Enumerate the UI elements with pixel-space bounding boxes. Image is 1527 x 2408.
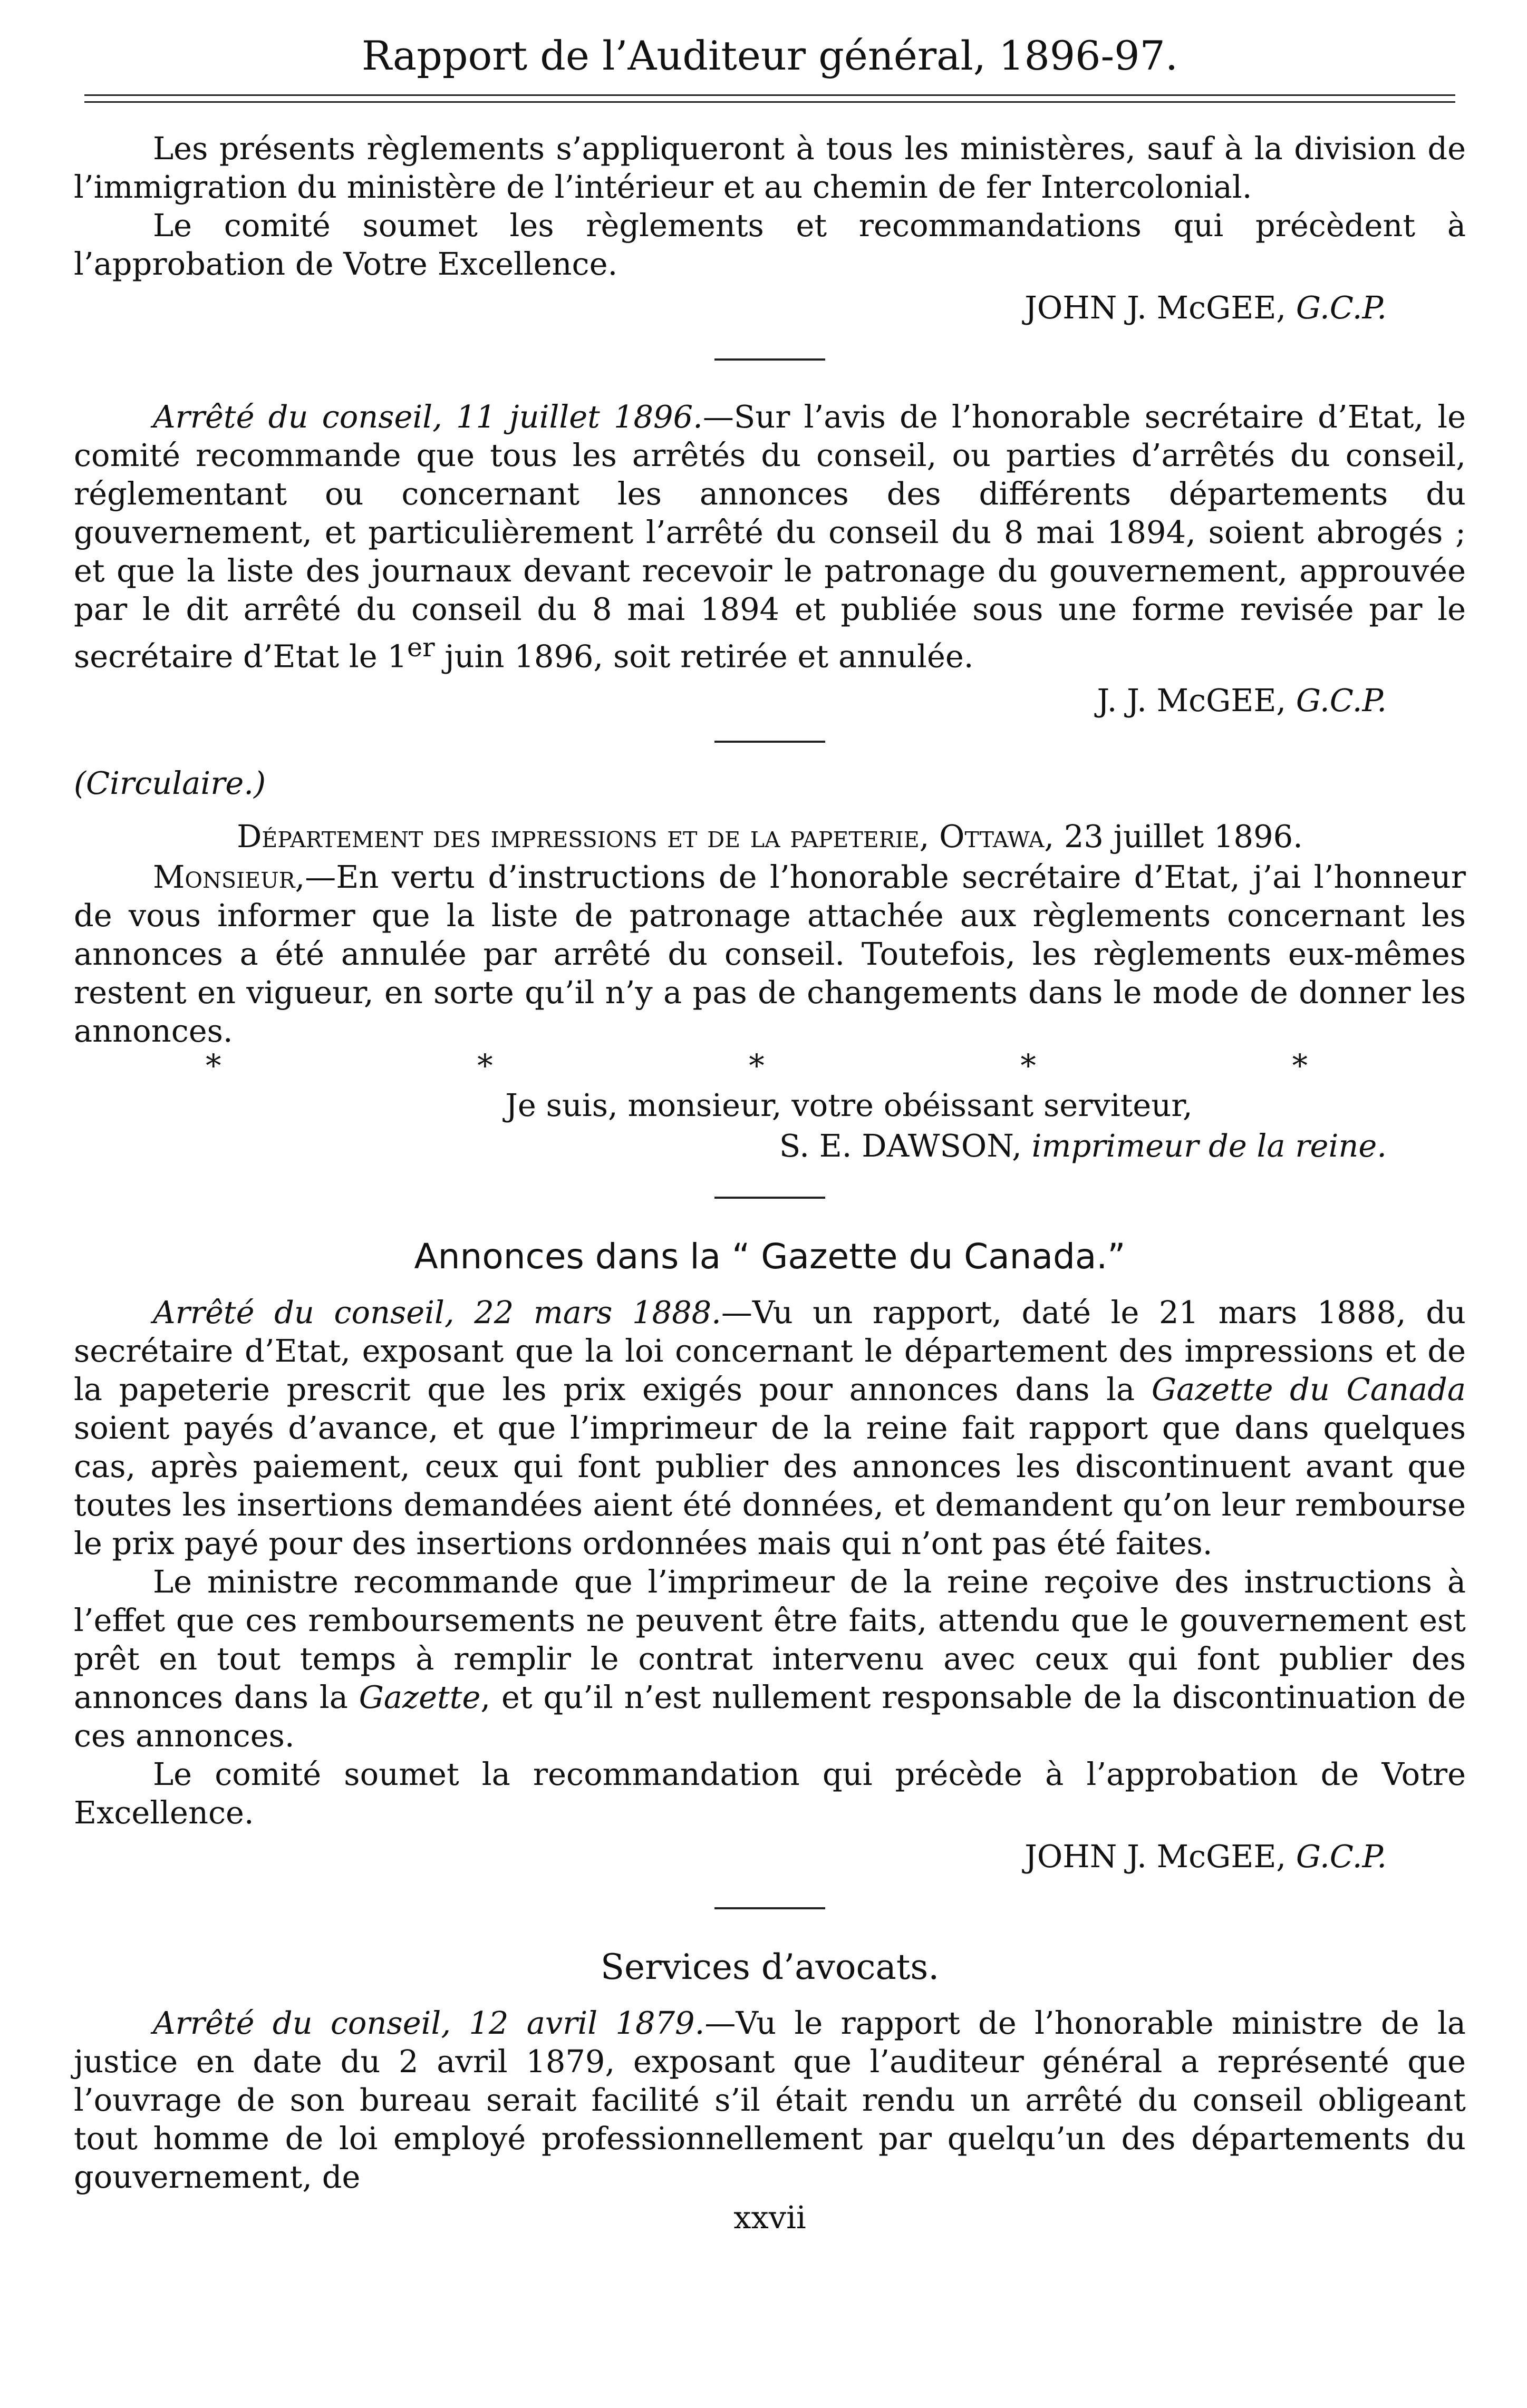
running-header: Rapport de l’Auditeur général, 1896-97. — [361, 32, 1178, 79]
paragraph-arrete-1888 — [74, 1293, 1466, 1562]
section-title-gazette: Annonces dans la “ Gazette du Canada.” — [414, 1236, 1126, 1277]
arrete-lead: Arrêté du conseil, 22 mars 1888. — [153, 1294, 721, 1331]
document-page — [74, 32, 1466, 2237]
section-divider — [714, 1907, 825, 1909]
star: * — [477, 1047, 493, 1084]
minister-text: Le ministre recommande que l’imprimeur de la reine reçoive des instructions à l’effet que ces remboursements ne peuvent être faits, attendu que le gouvernement est prêt en tout temps à remplir le contrat intervenu avec ceux qui font publier des annonces dans la — [74, 1564, 1466, 1716]
signature-mcgee-3 — [74, 1837, 1466, 1876]
arrete-text: —Vu un rapport, daté le 21 mars 1888, du secrétaire d’Etat, exposant que la loi concernant le département des impressions et de la papeterie prescrit que les prix exigés pour annonces dans la — [74, 1294, 1466, 1408]
salutation: Monsieur, — [153, 858, 305, 895]
star: * — [749, 1047, 765, 1084]
arrete-text: —Sur l’avis de l’honorable secrétaire d’Etat, le comité recommande que tous les arrêtés du conseil, ou parties d’arrêtés du conseil, réglementant ou concernant les annonces des différents départements du gouvernement, et particulièrement l’arrêté du conseil du 8 mai 1894, soient abrogés ; et que la liste des journaux devant recevoir le patronage du gouvernement, approuvée par le dit arrêté du conseil du 8 mai 1894 et publiée sous une forme revisée par le secrétaire d’Etat le 1 — [74, 399, 1466, 675]
section-title-avocats: Services d’avocats. — [600, 1947, 940, 1988]
paragraph-circular-letter — [74, 858, 1466, 1050]
section-divider — [714, 1197, 825, 1199]
section-divider — [714, 358, 825, 361]
department-city: Ottawa — [939, 818, 1045, 855]
signature-title: G.C.P. — [1296, 1838, 1387, 1875]
arrete-lead: Arrêté du conseil, 12 avril 1879. — [153, 2005, 705, 2042]
star: * — [206, 1047, 221, 1084]
section-divider — [714, 741, 825, 743]
department-date: , 23 juillet 1896. — [1044, 818, 1303, 855]
header-double-rule — [84, 94, 1455, 103]
department-name: Département des impressions et de la papeterie, — [237, 818, 940, 855]
paragraph-arrete-1896 — [74, 397, 1466, 676]
signature-mcgee-2 — [74, 681, 1466, 720]
paragraph-regulations-scope: Les présents règlements s’appliqueront à tous les ministères, sauf à la division de l’immigration du ministère de l’intérieur et au chemin de fer Intercolonial. — [74, 130, 1466, 206]
gazette-italic: Gazette — [359, 1679, 481, 1716]
signature-title: G.C.P. — [1296, 682, 1387, 718]
signature-dawson — [74, 1127, 1466, 1165]
paragraph-arrete-1879 — [74, 2004, 1466, 2196]
arrete-text: —Vu le rapport de l’honorable ministre de la justice en date du 2 avril 1879, exposant que l’auditeur général a représenté que l’ouvrage de son bureau serait facilité s’il était rendu un arrêté du conseil obligeant tout homme de loi employé professionnellement par quelqu’un des départements du gouvernement, de — [74, 2005, 1466, 2196]
signature-name: J. J. McGEE, — [1097, 682, 1296, 718]
signature-title: G.C.P. — [1296, 289, 1387, 326]
signature-name: JOHN J. McGEE, — [1025, 289, 1296, 326]
star: * — [1292, 1047, 1308, 1084]
signature-mcgee-1 — [74, 288, 1466, 327]
signature-title: imprimeur de la reine. — [1031, 1127, 1387, 1164]
circular-text: —En vertu d’instructions de l’honorable secrétaire d’Etat, j’ai l’honneur de vous informer que la liste de patronage attachée aux règlements concernant les annonces a été annulée par arrêté du conseil. Toutefois, les règlements eux-mêmes restent en vigueur, en sorte qu’il n’y a pas de changements dans le mode de donner les annonces. — [74, 858, 1466, 1049]
page-folio: xxvii — [733, 2199, 806, 2236]
ellipsis-stars — [74, 1047, 1466, 1084]
department-dateline — [74, 817, 1466, 856]
circular-label: (Circulaire.) — [74, 764, 266, 801]
paragraph-minister-recommends — [74, 1562, 1466, 1755]
minister-text-cont: , et qu’il n’est nullement responsable de la discontinuation de ces annonces. — [74, 1679, 1466, 1754]
signature-name: S. E. DAWSON, — [779, 1127, 1032, 1164]
paragraph-committee-submits: Le comité soumet les règlements et recommandations qui précèdent à l’approbation de Votre Excellence. — [74, 207, 1466, 283]
arrete-text-cont: soient payés d’avance, et que l’imprimeur de la reine fait rapport que dans quelques cas, après paiement, ceux qui font publier des annonces les discontinuent avant que toutes les insertions demandées aient été données, et demandent qu’on leur rembourse le prix payé pour des insertions ordonnées mais qui n’ont pas été faites. — [74, 1410, 1466, 1562]
arrete-lead: Arrêté du conseil, 11 juillet 1896. — [153, 399, 703, 435]
star: * — [1020, 1047, 1036, 1084]
arrete-text-end: juin 1896, soit retirée et annulée. — [434, 638, 974, 675]
paragraph-committee-submits-2: Le comité soumet la recommandation qui précède à l’approbation de Votre Excellence. — [74, 1756, 1466, 1831]
letter-closing: Je suis, monsieur, votre obéissant serviteur, — [505, 1086, 1193, 1123]
signature-name: JOHN J. McGEE, — [1025, 1838, 1296, 1875]
superscript: er — [407, 632, 435, 663]
gazette-italic: Gazette du Canada — [1151, 1371, 1466, 1408]
